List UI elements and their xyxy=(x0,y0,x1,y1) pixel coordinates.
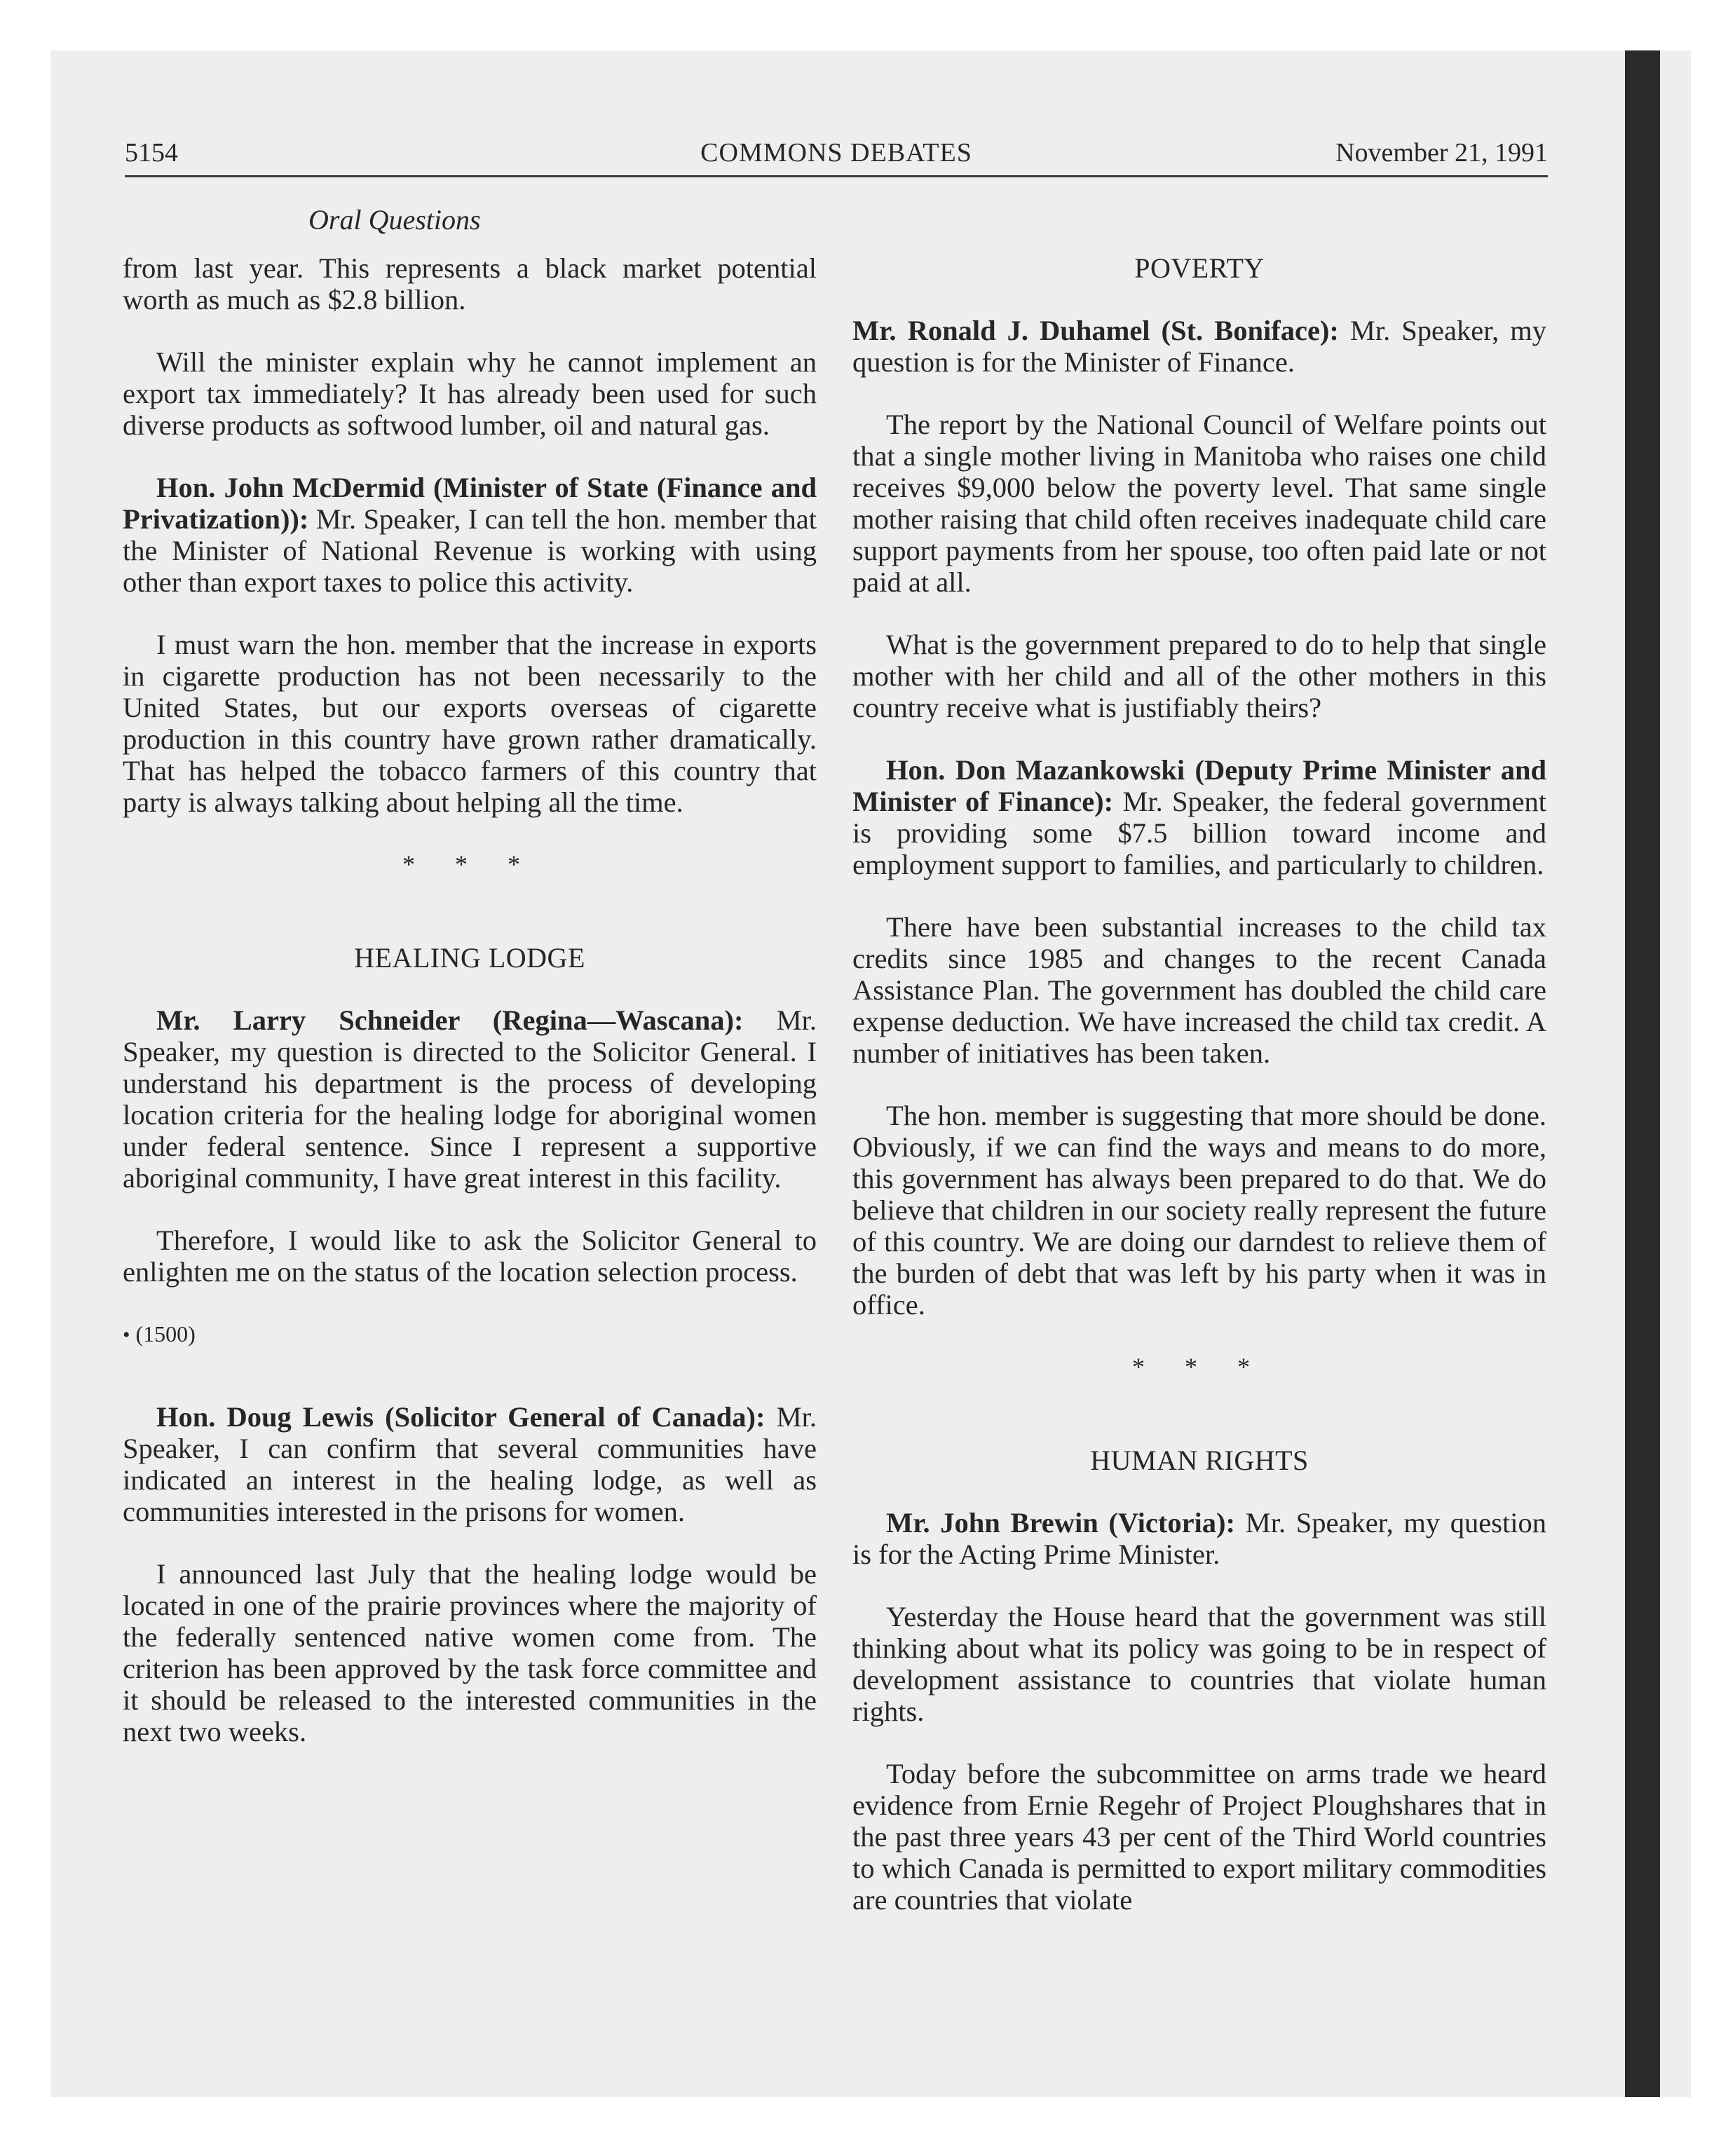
time-marker xyxy=(123,1318,817,1351)
paragraph: There have been substantial increases to the child tax credits since 1985 and changes to the recent Canada Assistance Plan. The government has doubled the child care expense deduction. We have increased the child tax credit. A number of initiatives has been taken. xyxy=(852,911,1546,1069)
speech-text: Mr. Speaker, my question is for the Minister of Finance. xyxy=(852,315,1546,378)
publication-title: COMMONS DEBATES xyxy=(700,138,972,168)
speaker-name: Mr. Larry Schneider (Regina—Wascana): xyxy=(156,1004,744,1036)
speech-text: Mr. Speaker, my question is directed to the Solicitor General. I understand his department is the process of developing location criteria for the healing lodge for aboriginal women under federal sentence. Since I represent a supportive aboriginal community, I have great interest in this facility. xyxy=(123,1004,817,1194)
speech-paragraph xyxy=(852,754,1546,880)
speech-paragraph xyxy=(852,1507,1546,1570)
right-column xyxy=(852,252,1546,1946)
paragraph: Yesterday the House heard that the government was still thinking about what its policy was going to be in respect of development assistance to countries that violate human rights. xyxy=(852,1601,1546,1727)
paragraph: I announced last July that the healing lodge would be located in one of the prairie provinces where the majority of the federally sentenced native women come from. The criterion has been approved by the task force committee and it should be released to the interested communities in the next two weeks. xyxy=(123,1558,817,1747)
time-marker-text: (1500) xyxy=(135,1321,196,1346)
left-column xyxy=(123,252,817,1778)
speaker-name: Hon. Doug Lewis (Solicitor General of Canada): xyxy=(156,1401,766,1433)
speech-text: Mr. Speaker, I can tell the hon. member that the Minister of National Revenue is working with using other than export taxes to police this activity. xyxy=(123,503,817,598)
speech-paragraph xyxy=(123,1401,817,1527)
speaker-name: Hon. Don Mazankowski (Deputy Prime Minister and Minister of Finance): xyxy=(852,754,1546,817)
paragraph: What is the government prepared to do to help that single mother with her child and all of the other mothers in this country receive what is justifiably theirs? xyxy=(852,629,1546,723)
speaker-name: Hon. John McDermid (Minister of State (Finance and Privatization)): xyxy=(123,472,817,535)
speech-paragraph xyxy=(123,1004,817,1194)
header-rule xyxy=(125,175,1548,177)
bullet-icon: • xyxy=(123,1323,130,1346)
speaker-name: Mr. John Brewin (Victoria): xyxy=(886,1507,1236,1538)
paragraph: The hon. member is suggesting that more should be done. Obviously, if we can find the ways and means to do more, this government has always been prepared to do that. We do believe that children in our society really represent the future of this country. We are doing our darndest to relieve them of the burden of debt that was left by his party when it was in office. xyxy=(852,1100,1546,1321)
speech-text: Mr. Speaker, the federal government is providing some $7.5 billion toward income and employment support to families, and particularly to children. xyxy=(852,786,1546,880)
speech-text: Mr. Speaker, I can confirm that several communities have indicated an interest in the healing lodge, as well as communities interested in the prisons for women. xyxy=(123,1401,817,1527)
page-number: 5154 xyxy=(125,138,178,168)
paragraph: Today before the subcommittee on arms trade we heard evidence from Ernie Regehr of Project Ploughshares that in the past three years 43 per cent of the Third World countries to which Canada is permitted to export military commodities are countries that violate xyxy=(852,1758,1546,1916)
section-separator: * * * xyxy=(1132,1353,1267,1381)
section-heading: POVERTY xyxy=(1134,252,1265,284)
speech-paragraph xyxy=(852,315,1546,378)
paragraph: I must warn the hon. member that the increase in exports in cigarette production has not been necessarily to the United States, but our exports overseas of cigarette production in this country have grown rather dramatically. That has helped the tobacco farmers of this country that party is always talking about helping all the time. xyxy=(123,629,817,818)
page-header xyxy=(125,137,1548,179)
speech-paragraph xyxy=(123,472,817,598)
paragraph: The report by the National Council of Welfare points out that a single mother living in Manitoba who raises one child receives $9,000 below the poverty level. That same single mother raising that child often receives inadequate child care support payments from her spouse, too often paid late or not paid at all. xyxy=(852,409,1546,598)
speaker-name: Mr. Ronald J. Duhamel (St. Boniface): xyxy=(852,315,1339,346)
section-heading: HUMAN RIGHTS xyxy=(1090,1445,1309,1476)
section-label: Oral Questions xyxy=(308,204,481,236)
paragraph: from last year. This represents a black market potential worth as much as $2.8 billion. xyxy=(123,252,817,315)
section-separator: * * * xyxy=(402,850,537,878)
paragraph: Will the minister explain why he cannot implement an export tax immediately? It has already been used for such diverse products as softwood lumber, oil and natural gas. xyxy=(123,346,817,441)
publication-date: November 21, 1991 xyxy=(1335,138,1548,168)
speech-text: Mr. Speaker, my question is for the Acting Prime Minister. xyxy=(852,1507,1546,1570)
paragraph: Therefore, I would like to ask the Solicitor General to enlighten me on the status of the location selection process. xyxy=(123,1224,817,1288)
scan-edge-shadow xyxy=(1625,50,1660,2097)
section-heading: HEALING LODGE xyxy=(354,942,585,974)
